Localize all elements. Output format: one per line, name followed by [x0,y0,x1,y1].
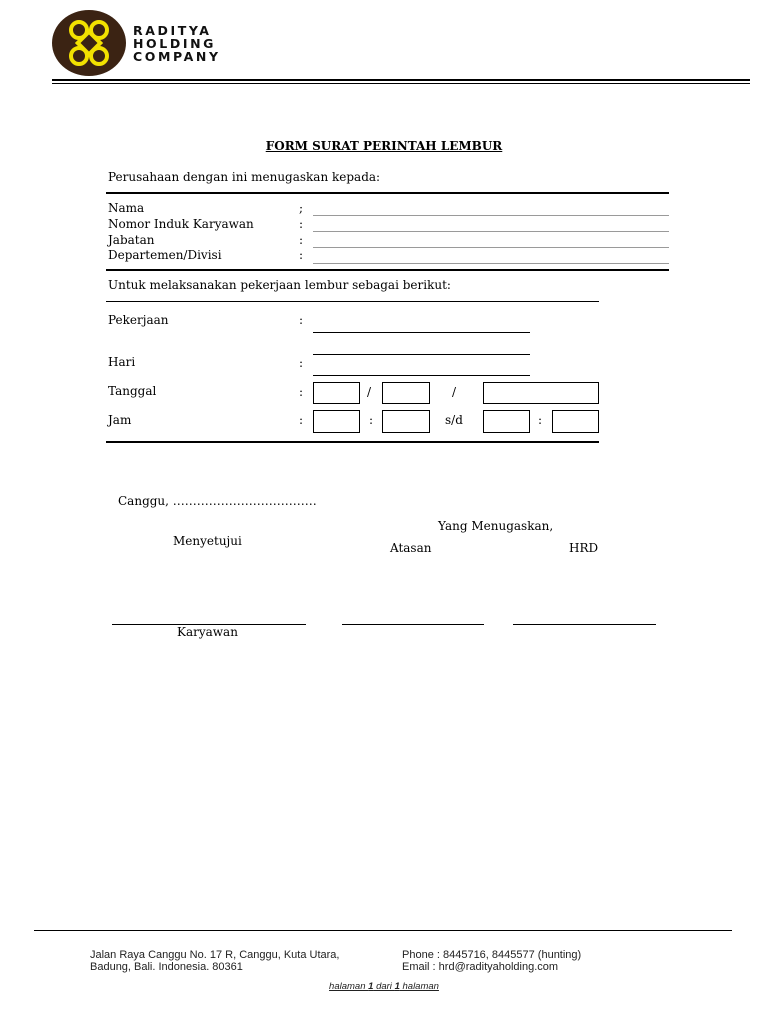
page-mid: dari [373,981,395,992]
footer-address-line-2: Badung, Bali. Indonesia. 80361 [90,961,243,973]
jam-start-hour-box[interactable] [313,410,360,433]
jam-end-minute-box[interactable] [552,410,599,433]
field-pekerjaan-line-2[interactable] [313,354,530,355]
label-pekerjaan: Pekerjaan [108,313,169,327]
footer-rule [34,930,732,931]
logo-emblem-icon [52,10,126,76]
jam-start-minute-box[interactable] [382,410,430,433]
sep-jabatan: : [299,233,304,247]
page-suffix: halaman [399,981,439,992]
tanggal-month-box[interactable] [382,382,430,404]
label-departemen: Departemen/Divisi [108,248,222,262]
place-date-text: Canggu, ……………………………… [118,494,317,508]
label-tanggal: Tanggal [108,384,157,398]
jam-until-text: s/d [445,413,463,427]
task-intro-rule [106,301,599,302]
page-total: 1 [394,981,400,992]
label-nik: Nomor Induk Karyawan [108,217,254,231]
section-rule-bottom [106,441,599,443]
section-rule-top [106,192,669,194]
page-current: 1 [368,981,374,992]
sep-jam: : [299,413,304,427]
task-intro-text: Untuk melaksanakan pekerjaan lembur sebagai berikut: [108,278,451,292]
form-title: FORM SURAT PERINTAH LEMBUR [265,139,503,153]
footer-phone: Phone : 8445716, 8445577 (hunting) [402,949,582,961]
field-nama[interactable] [313,215,669,216]
employee-text: Karyawan [177,625,238,639]
field-nik[interactable] [313,231,669,232]
supervisor-signature-line[interactable] [342,624,484,625]
label-jabatan: Jabatan [108,233,155,247]
field-pekerjaan-line-1[interactable] [313,332,530,333]
sep-tanggal: : [299,385,304,399]
jam-end-hour-box[interactable] [483,410,530,433]
page-number [0,981,768,992]
jam-start-colon: : [369,413,374,427]
assigned-by-text: Yang Menugaskan, [438,519,554,533]
field-jabatan[interactable] [313,247,669,248]
footer-email: Email : hrd@radityaholding.com [402,961,559,973]
jam-end-colon: : [538,413,543,427]
sep-hari: : [299,356,304,370]
tanggal-slash-1: / [367,385,372,399]
header-rule-thin [52,83,750,84]
section-rule-mid [106,269,669,271]
footer-address-line-1: Jalan Raya Canggu No. 17 R, Canggu, Kuta Utara, [90,949,340,961]
label-hari: Hari [108,355,136,369]
company-name-line-1: RADITYA [133,23,212,38]
hrd-text: HRD [569,541,599,555]
company-name-line-2: HOLDING [133,36,217,51]
sep-pekerjaan: : [299,313,304,327]
label-jam: Jam [108,413,132,427]
supervisor-text: Atasan [390,541,432,555]
intro-text: Perusahaan dengan ini menugaskan kepada: [108,170,381,184]
header-rule-thick [52,79,750,81]
tanggal-day-box[interactable] [313,382,360,404]
company-name-line-3: COMPANY [133,49,221,64]
sep-departemen: : [299,248,304,262]
label-nama: Nama [108,201,145,215]
approved-text: Menyetujui [173,534,242,548]
company-logo [52,10,126,76]
sep-nik: : [299,217,304,231]
tanggal-year-box[interactable] [483,382,599,404]
field-hari[interactable] [313,375,530,376]
hrd-signature-line[interactable] [513,624,656,625]
field-departemen[interactable] [313,263,669,264]
page-prefix: halaman [329,981,369,992]
sep-nama: ; [299,201,304,215]
tanggal-slash-2: / [452,385,457,399]
